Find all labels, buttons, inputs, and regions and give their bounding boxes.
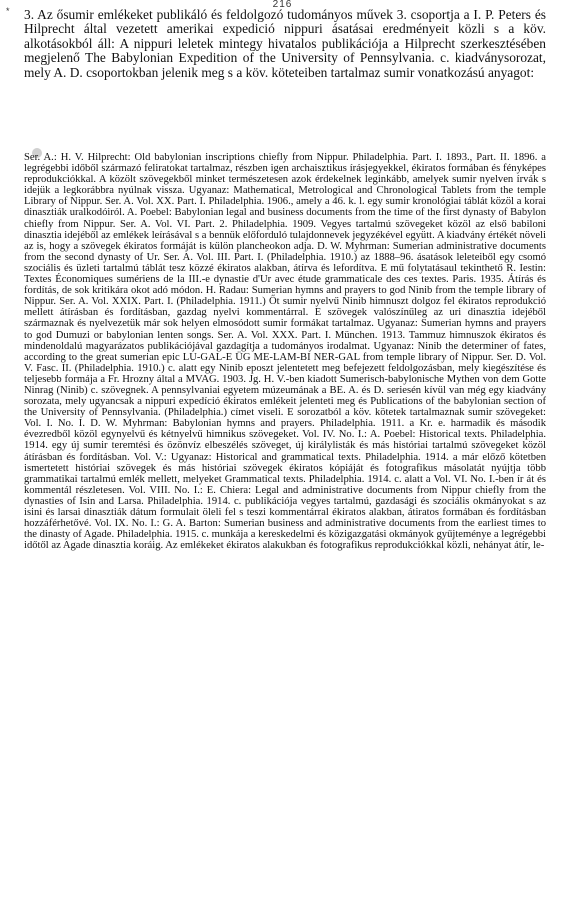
- body-paragraph: Ser. A.: H. V. Hilprecht: Old babylonian inscriptions chiefly from Nippur. Philadelphia. Part. I. 1893., Part. II. 1896. a legrégebbi időből származó feliratokat tartalmaz, részben igen archaisztikus írásjegyekkel, ékiratos formában és fényképes reprodukciókkal. A közölt szövegekből minket természetesen azok érdekelnek leginkább, amelyek sumir nyelven írvák s idejük a legkorábbra nyúlnak vissza. Ugyanaz: Mathematical, Metrological and Chronological Tablets from the temple Library of Nippur. Ser. A. Vol. XX. Part. I. Philadelphia. 1906., amely a 46. k. l. egy sumir kronológiai táblát közöl a korai dinasztiák uralkodóiról. A. Poebel: Babylonian legal and business documents from the time of the first dynasty of Babylon chiefly from Nippur. Ser. A. Vol. VI. Part. 2. Philadelphia. 1909. Vegyes tartalmú szövegeket közöl az első babiloni dinasztia idejéből az emlékek leírásával s a bennük előforduló tulajdonnevek jegyzékével együtt. A kiadvány értékét növeli az is, hogy a szövegek ékiratos formáját is külön plancheokon adja. D. W. Myhrman: Sumerian administrative documents from the second dynasty of Ur. Ser. A. Vol. III. Part. I. (Philadelphia. 1910.) az 1888–96. ásatások leleteiből egy csomó szociális és üzleti tartalmú táblát tesz közzé ékiratos alakban, átírva és lefordítva. E mű folytatásaul tekinthető R. Iestin: Textes Économiques sumériens de la III.-e dynastie d'Ur avec étude grammaticale des ces textes. Paris. 1935. Átírás és fordítás, de sok kritikára okot adó módon. H. Radau: Sumerian hymns and prayers to god Ninib from the temple library of Nippur. Ser. A. Vol. XXIX. Part. I. (Philadelphia. 1911.) Őt sumir nyelvű Ninib himnuszt dolgoz fel ékiratos reprodukció mellett átírásban és fordításban, gazdag nyelvi kommentárral. E szövegek valószínűleg az uri dinasztia idejéből származnak és nyelvezetük már sok helyen elmosódott sumir formákat tartalmaz. Ugyanaz: Sumerian hymns and prayers to god Dumuzi or babylonian lenten songs. Ser. A. Vol. XXX. Part. I. München. 1913. Tammuz himnuszok ékiratos és mindenoldalú magyarázatos publikációjával gazdagítja a tudományos irodalmat. Ugyanaz: Ninib the determiner of fates, according to the great sumerian epic LU-GAL-E ÜG ME-LAM-BI NER-GAL from temple library of Nippur. Ser. D. Vol. V. Fasc. II. (Philadelphia. 1910.) c. alatt egy Ninib eposzt jelentetett meg befejezett feldolgozásban, mely kiegészítése és teljesebb formája a Fr. Hrozny által a MVAG. 1903. Jg. H. V.-ben kiadott Sumerisch-babylonische Mythen von dem Gotte Ninrag (Ninib) c. szövegnek. A pennsylvaniai egyetem múzeumának a BE. A. és D. seriesén kívül van még egy kiadvány sorozata, mely ugyancsak a nippuri expedíció ékiratos emlékeit jelenteti meg és Publications of the babylonian section of the University of Pennsylvania. (Philadelphia.) címet viseli. E sorozatból a köv. kötetek tartalmaznak sumir szövegeket: Vol. I. No. I. D. W. Myhrman: Babylonian hymns and prayers. Philadelphia. 1911. a Kr. e. harmadik és második évezredből közöl egynyelvű és kétnyelvű himnikus szövegeket. Vol. IV. No. I.: A. Poebel: Historical texts. Philadelphia. 1914. egy új sumir teremtési és özönvíz elbeszélés szöveget, új királylisták és más históriai tartalmú szövegeket közöl átírásban és fordításban. Vol. V.: Ugyanaz: Historical and grammatical texts. Philadelphia. 1914. a már előző kötetben ismertetett históriai szövegek és más históriai szövegek ékiratos kópiáját és fotografikus másolatát nyújtja több grammatikai tartalmú emlék mellett, melyeket Grammatical texts. Philadelphia. 1914. c. alatt a Vol. VI. No. I.-ben ír át és kommentál részletesen. Vol. VIII. No. I.: E. Chiera: Legal and administrative documents from Nippur chiefly from the dynasties of Isin and Larsa. Philadelphia. 1914. c. publikációja vegyes tartalmú, gazdasági és szociális okmányokat s az isini és larsai dinasztiák dátum formulait öleli fel s teszi kommentárral ékiratos alakban, átiratos formában és fordításban hozzáférhetővé. Vol. IX. No. I.: G. A. Barton: Sumerian business and administrative documents from the earliest times to the dinasty of Agade. Philadelphia. 1915. c. munkája a kereskedelmi és közigazgatási okmányok gyűjteménye a legrégebbi időtől az Agade dinasztia koráig. Az emlékeket ékiratos alakukban és fotografikus reprodukciókkal közli, nehányat átír, le-: [24, 152, 546, 552]
- page-number: 216: [272, 0, 293, 10]
- section-header: 3. Az ősumir emlékeket publikáló és feldolgozó tudományos művek 3. csoportja a I. P. Peters és Hilprecht által vezetett amerikai expedició nippuri ásatásai eredményeit közli s a köv. alkotásokból áll: A nippuri leletek mintegy hivatalos publikációja a Hilprecht szerkesztésében megjelenő The Babylonian Expedition of the University of Pennsylvania. c. kiadványsorozat, mely A. D. csoportokban jelenik meg s a köv. köteteiben tartalmaz sumir vonatkozású anyagot:: [24, 7, 546, 80]
- bullet-mark: *: [6, 6, 10, 16]
